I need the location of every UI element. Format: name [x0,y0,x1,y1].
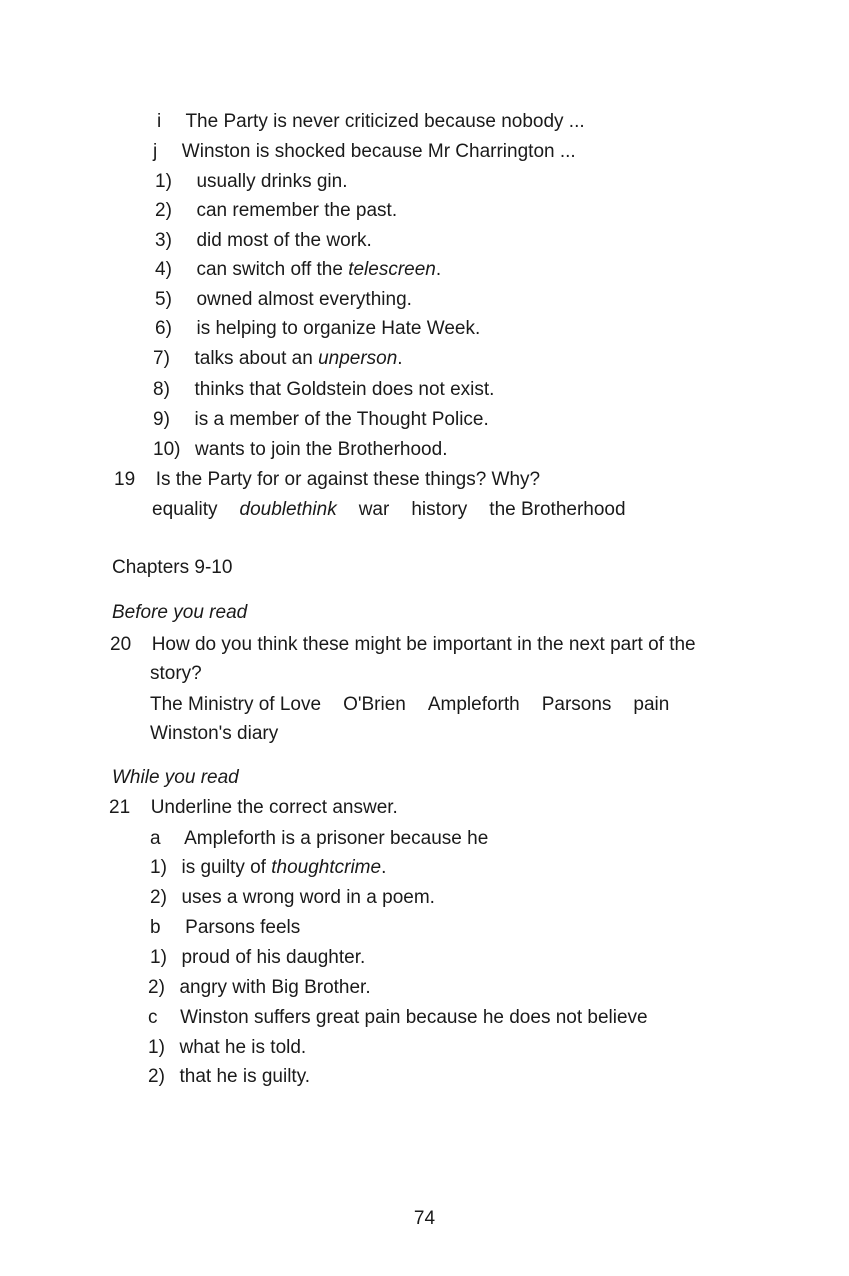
option-6 [155,317,480,341]
option-number: 2) [150,887,167,908]
option-number: 7) [153,348,170,369]
option-text: is guilty of [181,857,272,878]
option-text: uses a wrong word in a poem. [181,887,435,908]
prompt-a [150,827,488,851]
option-text-end: . [397,348,403,369]
item-history: history [411,499,468,520]
question-number: 19 [114,469,136,490]
prompt-b [150,916,300,940]
option-number: 1) [155,171,172,192]
italic-term: unperson [318,348,398,369]
option-text: can switch off the [196,259,349,280]
question-text: How do you think these might be important in the next part of the [151,634,696,655]
prompt-text: The Party is never criticized because nobody ... [185,111,585,132]
prompt-c [148,1006,648,1030]
option-number: 2) [155,200,172,221]
option-number: 3) [155,230,172,251]
prompt-label: a [150,828,161,849]
option-number: 9) [153,409,170,430]
option-number: 5) [155,289,172,310]
page-number: 74 [413,1208,436,1229]
item-equality: equality [152,499,218,520]
prompt-c-option-1 [148,1036,306,1060]
option-text: wants to join the Brotherhood. [195,439,448,460]
option-number: 2) [148,1066,165,1087]
option-text: proud of his daughter. [181,947,366,968]
option-number: 2) [148,977,165,998]
option-text: what he is told. [179,1037,307,1058]
italic-term: telescreen [348,259,436,280]
question-19 [114,468,540,492]
before-you-read-heading: Before you read [112,602,248,623]
item-obrien: O'Brien [343,694,406,715]
question-19-items [152,498,626,522]
question-20-items [150,693,669,717]
question-20-continued: story? [150,663,202,684]
option-text: is helping to organize Hate Week. [196,318,481,339]
question-20 [110,633,696,657]
option-text: can remember the past. [196,200,398,221]
option-text-end: . [381,857,387,878]
option-8 [153,378,494,402]
option-text: thinks that Goldstein does not exist. [194,379,495,400]
question-number: 20 [110,634,132,655]
prompt-b-option-1 [150,946,365,970]
prompt-b-option-2 [148,976,371,1000]
option-number: 4) [155,259,172,280]
option-text: owned almost everything. [196,289,412,310]
option-text: did most of the work. [196,230,372,251]
prompt-c-option-2 [148,1065,310,1089]
option-number: 1) [148,1037,165,1058]
prompt-i [157,110,585,134]
question-text: Underline the correct answer. [150,797,398,818]
prompt-text: Parsons feels [185,917,301,938]
item-parsons: Parsons [541,694,612,715]
prompt-label: c [148,1007,158,1028]
prompt-label: j [153,141,158,162]
option-text: angry with Big Brother. [179,977,371,998]
while-you-read-heading: While you read [112,767,239,788]
item-winstons-diary: Winston's diary [150,723,279,744]
option-3 [155,229,372,253]
option-number: 10) [153,439,181,460]
option-text: talks about an [194,348,319,369]
prompt-text: Ampleforth is a prisoner because he [184,828,489,849]
item-pain: pain [633,694,670,715]
prompt-text: Winston is shocked because Mr Charrington ... [181,141,576,162]
option-number: 1) [150,857,167,878]
italic-term: thoughtcrime [271,857,382,878]
option-text-end: . [435,259,442,280]
prompt-text: Winston suffers great pain because he does not believe [180,1007,648,1028]
option-1 [155,170,348,194]
option-text: usually drinks gin. [196,171,348,192]
prompt-a-option-2 [150,886,435,910]
item-war: war [358,499,390,520]
section-title: Chapters 9-10 [112,557,233,578]
prompt-label: b [150,917,161,938]
prompt-j [153,140,576,164]
item-ampleforth: Ampleforth [427,694,520,715]
item-ministry-of-love: The Ministry of Love [150,694,322,715]
option-10 [153,438,447,462]
option-number: 6) [155,318,172,339]
option-text: is a member of the Thought Police. [194,409,489,430]
option-2 [155,199,397,223]
option-number: 8) [153,379,170,400]
prompt-a-option-1 [150,856,386,880]
question-21 [109,796,398,820]
option-number: 1) [150,947,167,968]
prompt-label: i [157,111,162,132]
option-7 [153,347,403,371]
question-number: 21 [109,797,131,818]
option-9 [153,408,489,432]
option-text: that he is guilty. [179,1066,311,1087]
option-4 [155,258,441,282]
item-brotherhood: the Brotherhood [489,499,626,520]
item-doublethink: doublethink [239,499,337,520]
question-text: Is the Party for or against these things? Why? [155,469,541,490]
option-5 [155,288,412,312]
